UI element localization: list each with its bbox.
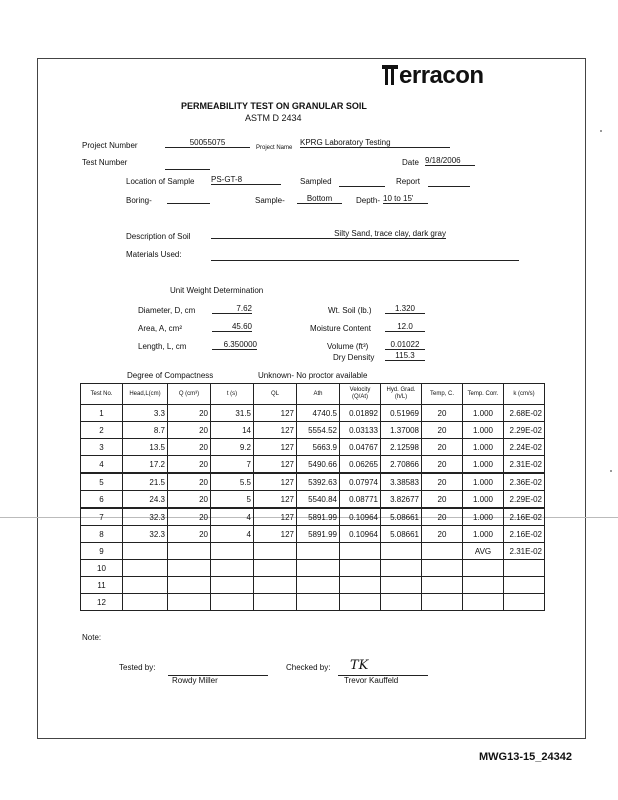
table-cell: 3.38583 [381, 473, 422, 491]
unit-weight-heading: Unit Weight Determination [170, 286, 264, 295]
table-cell: 2.16E-02 [504, 526, 545, 543]
table-cell: 31.5 [211, 405, 254, 422]
table-cell: 32.3 [123, 526, 168, 543]
table-cell [504, 594, 545, 611]
table-row [81, 526, 545, 543]
table-cell [463, 577, 504, 594]
table-cell [340, 560, 381, 577]
table-cell: 1 [81, 405, 123, 422]
table-cell: 20 [422, 456, 463, 474]
table-cell: 20 [422, 491, 463, 509]
table-cell: 127 [254, 491, 297, 509]
table-cell: 1.000 [463, 422, 504, 439]
table-cell [123, 577, 168, 594]
table-cell: 2.70866 [381, 456, 422, 474]
table-cell: 127 [254, 422, 297, 439]
table-cell: 7 [211, 456, 254, 474]
compactness-label: Degree of Compactness [127, 371, 214, 380]
test-number-label: Test Number [82, 158, 128, 167]
table-cell: 20 [168, 526, 211, 543]
table-cell [422, 594, 463, 611]
project-number-label: Project Number [82, 141, 138, 150]
length-label: Length, L, cm [138, 342, 187, 351]
table-cell: 4 [81, 456, 123, 474]
table-cell [381, 594, 422, 611]
form-standard: ASTM D 2434 [245, 113, 302, 123]
table-cell: 1.37008 [381, 422, 422, 439]
table-cell [168, 543, 211, 560]
table-cell: 5.5 [211, 473, 254, 491]
table-cell: 0.10964 [340, 526, 381, 543]
date-label: Date [402, 158, 419, 167]
diameter-value: 7.62 [212, 304, 252, 314]
table-cell [381, 560, 422, 577]
table-cell: 1.000 [463, 508, 504, 526]
col-header: k (cm/s) [504, 384, 545, 405]
table-cell: 6 [81, 491, 123, 509]
checked-by-name: Trevor Kauffeld [344, 676, 399, 685]
table-row [81, 439, 545, 456]
table-cell [297, 594, 340, 611]
note-label: Note: [82, 633, 102, 642]
document-id: MWG13-15_24342 [479, 751, 572, 763]
table-cell: 3.3 [123, 405, 168, 422]
boring-value [167, 194, 210, 204]
project-number-value: 50055075 [165, 138, 250, 148]
table-cell: 0.07974 [340, 473, 381, 491]
location-label: Location of Sample [126, 177, 195, 186]
table-header-row [81, 384, 545, 405]
table-cell: 5392.63 [297, 473, 340, 491]
table-cell: 2.68E-02 [504, 405, 545, 422]
dry-density-label: Dry Density [333, 353, 375, 362]
length-value: 6.350000 [212, 340, 257, 350]
report-label: Report [396, 177, 421, 186]
tested-by-name: Rowdy Miller [172, 676, 218, 685]
table-cell: 2.12598 [381, 439, 422, 456]
project-name-label: Project Name [256, 145, 293, 151]
table-cell: 20 [168, 491, 211, 509]
table-cell: 0.01892 [340, 405, 381, 422]
sampled-label: Sampled [300, 177, 332, 186]
table-cell [123, 594, 168, 611]
wt-soil-label: Wt. Soil (lb.) [328, 306, 372, 315]
col-header: Temp. Corr. [463, 384, 504, 405]
table-cell: 12 [81, 594, 123, 611]
table-cell: 127 [254, 456, 297, 474]
logo-t-mark [382, 65, 398, 85]
table-cell: 0.04767 [340, 439, 381, 456]
table-row [81, 422, 545, 439]
table-cell: 127 [254, 508, 297, 526]
table-cell: 20 [422, 473, 463, 491]
table-cell: 1.000 [463, 491, 504, 509]
table-cell: 1.000 [463, 439, 504, 456]
table-row [81, 473, 545, 491]
moisture-label: Moisture Content [310, 324, 371, 333]
results-table [80, 383, 545, 611]
table-cell: 2.31E-02 [504, 543, 545, 560]
table-cell: 2.24E-02 [504, 439, 545, 456]
test-number-value [165, 160, 210, 170]
volume-value: 0.01022 [385, 340, 425, 350]
table-cell: 13.5 [123, 439, 168, 456]
table-cell [254, 594, 297, 611]
report-value [428, 177, 470, 187]
wt-soil-value: 1.320 [385, 304, 425, 314]
table-cell: 20 [168, 422, 211, 439]
table-cell [123, 543, 168, 560]
table-cell: 10 [81, 560, 123, 577]
table-cell: 2 [81, 422, 123, 439]
table-cell: 3.82677 [381, 491, 422, 509]
table-row [81, 508, 545, 526]
table-cell: 5 [211, 491, 254, 509]
table-cell: 2.29E-02 [504, 491, 545, 509]
table-cell: 32.3 [123, 508, 168, 526]
table-cell: 11 [81, 577, 123, 594]
table-cell: 5663.9 [297, 439, 340, 456]
checked-by-initials: TK [350, 658, 369, 673]
date-value: 9/18/2006 [425, 156, 475, 166]
table-cell: AVG [463, 543, 504, 560]
table-cell [254, 577, 297, 594]
table-cell: 20 [168, 439, 211, 456]
table-cell: 20 [422, 526, 463, 543]
table-cell: 5 [81, 473, 123, 491]
table-cell: 9.2 [211, 439, 254, 456]
table-cell: 0.03133 [340, 422, 381, 439]
checked-by-label: Checked by: [286, 663, 331, 672]
description-value: Silty Sand, trace clay, dark gray [211, 229, 446, 239]
table-cell: 5540.84 [297, 491, 340, 509]
table-cell: 1.000 [463, 405, 504, 422]
col-header: Hyd. Grad. (h/L) [381, 384, 422, 405]
table-cell: 127 [254, 473, 297, 491]
table-cell: 1.000 [463, 456, 504, 474]
col-header: Velocity (Q/At) [340, 384, 381, 405]
volume-label: Volume (ft³) [327, 342, 369, 351]
table-cell: 14 [211, 422, 254, 439]
materials-value [211, 251, 519, 261]
table-row [81, 577, 545, 594]
table-cell: 20 [168, 473, 211, 491]
table-row [81, 456, 545, 474]
table-cell: 20 [168, 456, 211, 474]
table-cell: 20 [168, 405, 211, 422]
table-cell [340, 577, 381, 594]
project-name-value: KPRG Laboratory Testing [300, 138, 450, 148]
boring-label: Boring- [126, 196, 152, 205]
table-cell: 21.5 [123, 473, 168, 491]
table-cell: 4740.5 [297, 405, 340, 422]
table-row [81, 543, 545, 560]
table-cell: 5.08661 [381, 508, 422, 526]
table-cell [381, 577, 422, 594]
table-cell [422, 560, 463, 577]
table-cell: 4 [211, 526, 254, 543]
table-cell [211, 577, 254, 594]
tested-by-label: Tested by: [119, 663, 156, 672]
table-cell [504, 577, 545, 594]
table-cell: 2.36E-02 [504, 473, 545, 491]
table-cell: 127 [254, 439, 297, 456]
table-cell [211, 560, 254, 577]
table-cell: 8.7 [123, 422, 168, 439]
table-cell: 5891.99 [297, 508, 340, 526]
col-header: Ath [297, 384, 340, 405]
diameter-label: Diameter, D, cm [138, 306, 196, 315]
area-value: 45.60 [212, 322, 252, 332]
table-cell [422, 577, 463, 594]
table-cell [254, 543, 297, 560]
form-title: PERMEABILITY TEST ON GRANULAR SOIL [181, 101, 367, 111]
table-cell: 20 [422, 508, 463, 526]
table-cell: 20 [422, 439, 463, 456]
table-cell: 0.51969 [381, 405, 422, 422]
table-cell [168, 560, 211, 577]
table-cell [340, 543, 381, 560]
table-cell [381, 543, 422, 560]
terracon-logo [382, 62, 484, 90]
table-cell: 0.08771 [340, 491, 381, 509]
compactness-note: Unknown- No proctor available [258, 371, 368, 380]
table-cell: 1.000 [463, 526, 504, 543]
table-row [81, 405, 545, 422]
logo-text: erracon [399, 62, 484, 89]
table-cell: 127 [254, 405, 297, 422]
table-row [81, 491, 545, 509]
table-cell: 20 [422, 422, 463, 439]
table-cell: 5891.99 [297, 526, 340, 543]
table-cell [168, 577, 211, 594]
table-cell [254, 560, 297, 577]
table-cell: 5.08661 [381, 526, 422, 543]
table-cell: 2.29E-02 [504, 422, 545, 439]
table-cell: 20 [422, 405, 463, 422]
table-cell [297, 560, 340, 577]
sampled-value [339, 177, 385, 187]
depth-label: Depth- [356, 196, 381, 205]
table-cell [463, 560, 504, 577]
area-label: Area, A, cm² [138, 324, 183, 333]
table-cell: 7 [81, 508, 123, 526]
table-cell: 5490.66 [297, 456, 340, 474]
table-cell [211, 594, 254, 611]
materials-label: Materials Used: [126, 250, 182, 259]
table-cell [463, 594, 504, 611]
description-label: Description of Soil [126, 232, 191, 241]
table-cell [297, 543, 340, 560]
moisture-value: 12.0 [385, 322, 425, 332]
table-cell: 3 [81, 439, 123, 456]
table-cell [168, 594, 211, 611]
table-cell [422, 543, 463, 560]
table-cell [123, 560, 168, 577]
table-cell: 0.06265 [340, 456, 381, 474]
table-cell: 20 [168, 508, 211, 526]
dry-density-value: 115.3 [385, 351, 425, 361]
table-cell: 127 [254, 526, 297, 543]
table-cell: 0.10964 [340, 508, 381, 526]
table-row [81, 594, 545, 611]
table-cell: 9 [81, 543, 123, 560]
sample-value: Bottom [297, 194, 342, 204]
depth-value: 10 to 15' [383, 194, 428, 204]
table-cell: 2.16E-02 [504, 508, 545, 526]
table-cell: 8 [81, 526, 123, 543]
table-cell: 24.3 [123, 491, 168, 509]
table-cell: 17.2 [123, 456, 168, 474]
table-row [81, 560, 545, 577]
table-cell: 4 [211, 508, 254, 526]
col-header: Q (cm³) [168, 384, 211, 405]
table-cell [340, 594, 381, 611]
table-cell: 5554.52 [297, 422, 340, 439]
col-header: t (s) [211, 384, 254, 405]
location-value: PS-GT-8 [211, 175, 281, 185]
col-header: Head,L(cm) [123, 384, 168, 405]
sample-label: Sample- [255, 196, 285, 205]
col-header: Temp, C. [422, 384, 463, 405]
col-header: QL [254, 384, 297, 405]
table-cell [504, 560, 545, 577]
table-cell [211, 543, 254, 560]
table-cell [297, 577, 340, 594]
table-cell: 1.000 [463, 473, 504, 491]
scan-speck [600, 130, 602, 132]
table-cell: 2.31E-02 [504, 456, 545, 474]
col-header: Test No. [81, 384, 123, 405]
scan-speck [610, 470, 612, 472]
